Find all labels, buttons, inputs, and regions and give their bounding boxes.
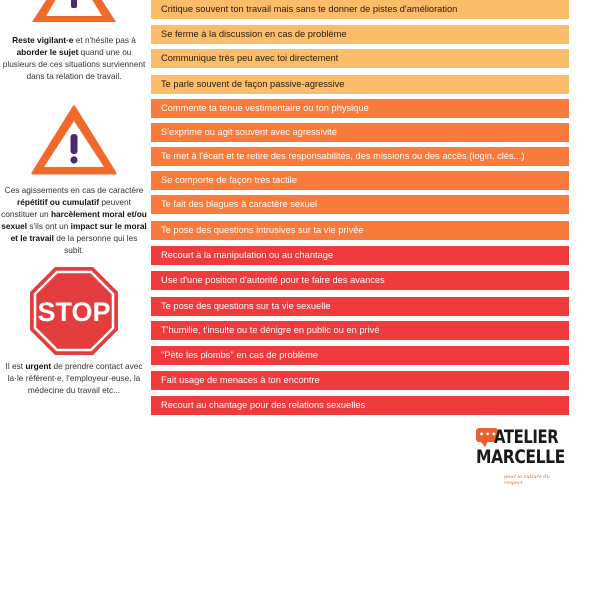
harassment-warning: Ces agissements en cas de caractère répétitif ou cumulatif peuvent constituer un harcèlement moral et/ou sexuel s'ils ont un impact sur le moral et le travail de la personne qui les subit. [1, 185, 147, 255]
logo-dots: ••• [479, 430, 498, 439]
stop-sign-label: STOP [37, 297, 111, 327]
logo-line2: MARCELLE [476, 446, 565, 468]
warning-triangle-icon-top [26, 0, 122, 24]
logo-line1: ATELIER [494, 426, 559, 448]
behavior-bar: Te pose des questions sur ta vie sexuelle [151, 297, 569, 316]
behavior-bar: Use d'une position d'autorité pour te faire des avances [151, 271, 569, 290]
behavior-bar: Te pose des questions intrusives sur ta vie privée [151, 221, 569, 240]
behavior-bar: Recourt au chantage pour des relations sexuelles [151, 396, 569, 415]
behavior-bar: Te met à l'écart et te retire des responsabilités, des missions ou des accès (login, clés...) [151, 147, 569, 166]
warning-triangle-icon [30, 104, 118, 176]
behavior-bar: "Pète les plombs" en cas de problème [151, 346, 569, 365]
behavior-bar: Communique très peu avec toi directement [151, 49, 569, 68]
vigilance-advice: Reste vigilant·e et n'hésite pas à aborder le sujet quand une ou plusieurs de ces situations surviennent dans ta relation de travail. [2, 35, 146, 81]
behavior-bar: Te fait des blagues à caractère sexuel [151, 195, 569, 214]
atelier-marcelle-logo [476, 426, 566, 486]
urgent-contact-advice: Il est urgent de prendre contact avec la·le référent·e, l'employeur·euse, la médecine du travail etc... [5, 361, 143, 395]
behavior-bar: Te parle souvent de façon passive-agressive [151, 75, 569, 94]
logo-tagline: pour la culture du respect [504, 474, 550, 486]
behavior-bar: Recourt à la manipulation ou au chantage [151, 246, 569, 265]
stop-sign-icon [29, 266, 119, 356]
behavior-bar: Se comporte de façon très tactile [151, 171, 569, 190]
behavior-bar: Se ferme à la discussion en cas de problème [151, 25, 569, 44]
behavior-bar: S'exprime ou agit souvent avec agressivité [151, 123, 569, 142]
behavior-bar: Fait usage de menaces à ton encontre [151, 371, 569, 390]
behavior-bar: T'humilie, t'insulte ou te dénigre en public ou en privé [151, 321, 569, 340]
behavior-bar: Critique souvent ton travail mais sans te donner de pistes d'amélioration [151, 0, 569, 19]
behavior-bar: Commente ta tenue vestimentaire ou ton physique [151, 99, 569, 118]
